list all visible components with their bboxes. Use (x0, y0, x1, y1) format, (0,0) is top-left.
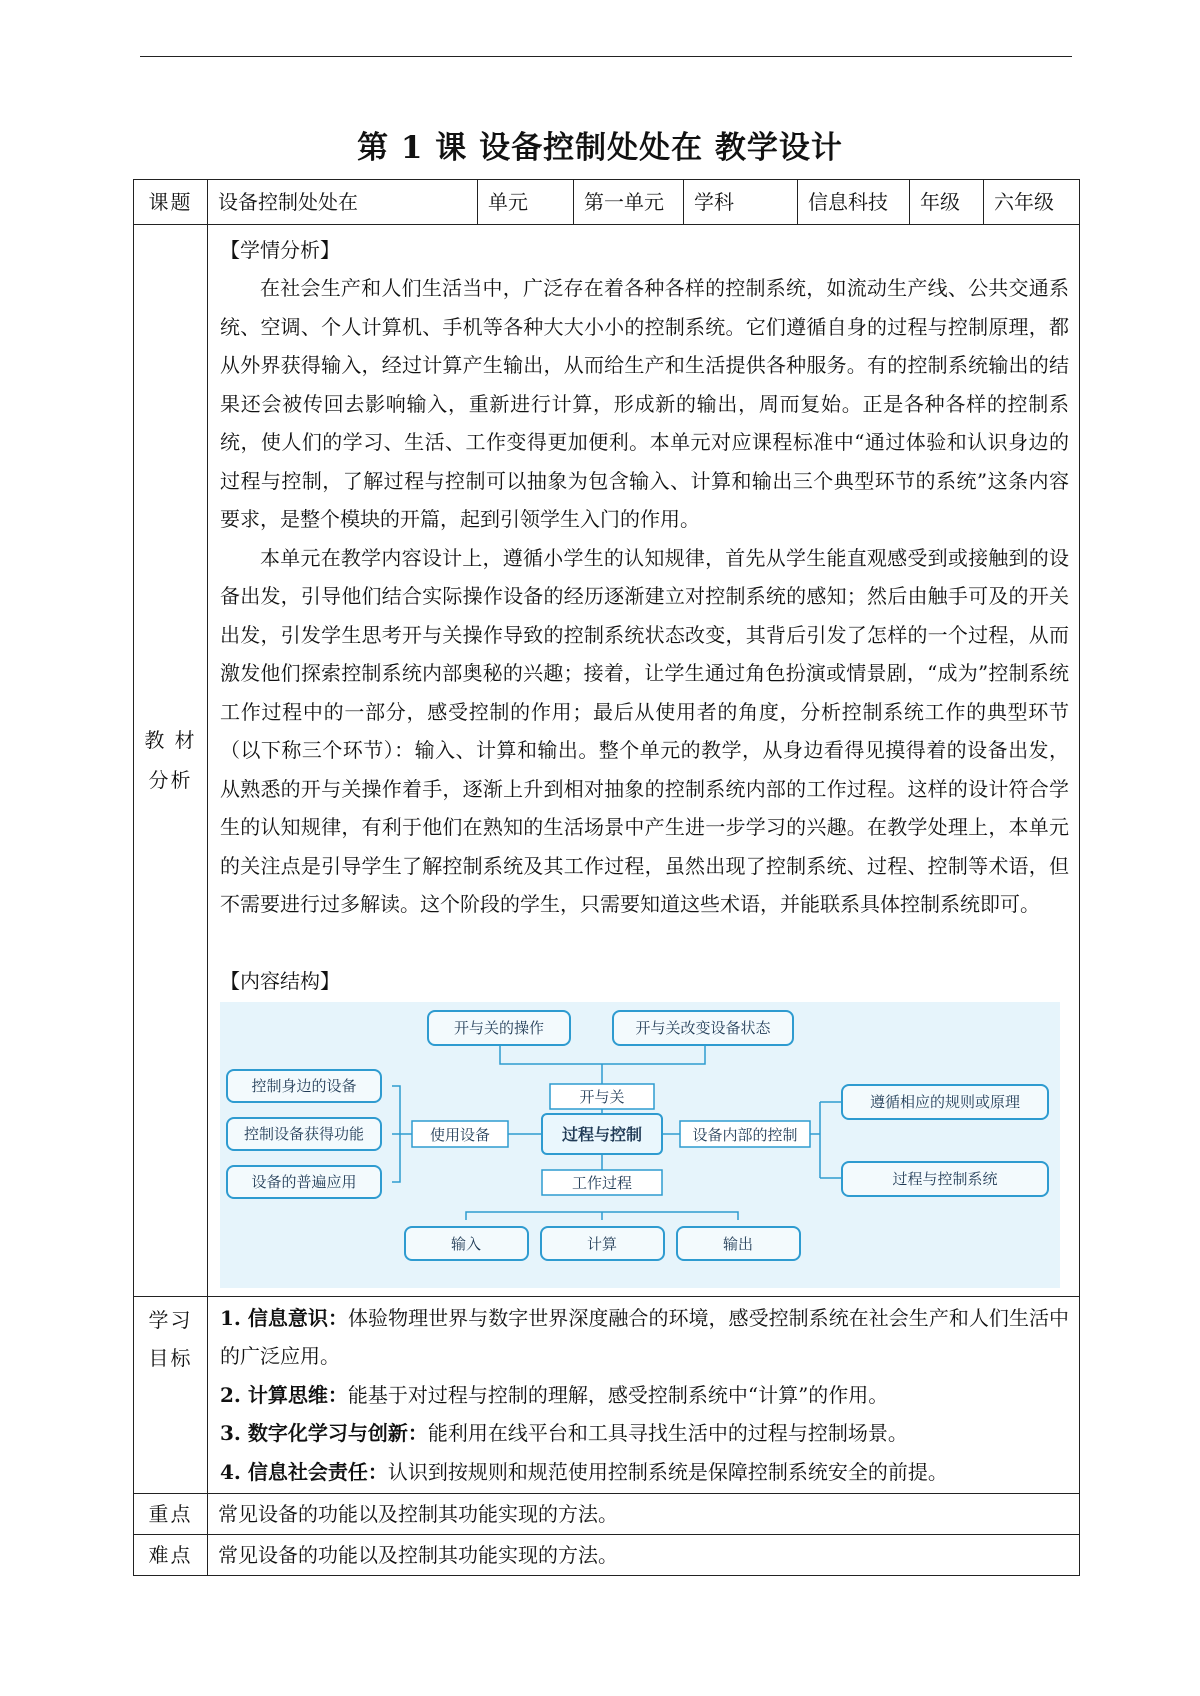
document-title: 第 1 课 设备控制处处在 教学设计 (357, 130, 843, 166)
goal-item: 4. 信息社会责任：认识到按规则和规范使用控制系统是保障控制系统安全的前提。 (220, 1459, 948, 1484)
node-compute (541, 1227, 664, 1260)
key-point-text: 常见设备的功能以及控制其功能实现的方法。 (208, 1494, 1080, 1535)
svg-text:遵循相应的规则或原理: 遵循相应的规则或原理 (869, 1092, 1021, 1111)
node-use (412, 1121, 508, 1147)
difficulty-label: 难点 (134, 1535, 208, 1576)
node-inner (680, 1121, 810, 1147)
grade-label: 年级 (910, 180, 984, 225)
topic-value: 设备控制处处在 (208, 180, 478, 225)
content-structure-diagram (220, 1002, 1060, 1288)
goal-item: 2. 计算思维：能基于对过程与控制的理解，感受控制系统中“计算”的作用。 (220, 1382, 889, 1407)
node-inner2 (842, 1162, 1048, 1196)
svg-text:设备的普遍应用: 设备的普遍应用 (251, 1172, 357, 1191)
node-use1 (227, 1070, 381, 1102)
svg-text:过程与控制: 过程与控制 (561, 1124, 643, 1144)
learning-goals-label: 学习 目标 (134, 1296, 208, 1494)
node-op2 (613, 1011, 793, 1045)
unit-label: 单元 (478, 180, 574, 225)
header-row (134, 180, 1080, 225)
learning-analysis-heading: 【学情分析】 (220, 238, 340, 262)
svg-text:控制设备获得功能: 控制设备获得功能 (243, 1124, 365, 1143)
svg-text:开与关: 开与关 (579, 1087, 625, 1106)
difficulty-row (134, 1535, 1080, 1576)
node-output (677, 1227, 800, 1260)
node-input (405, 1227, 528, 1260)
learning-analysis-paragraph: 在社会生产和人们生活当中，广泛存在着各种各样的控制系统，如流动生产线、公共交通系统、空调、个人计算机、手机等各种大大小小的控制系统。它们遵循自身的过程与控制原理，都从外界获得输入，经过计算产生输出，从而给生产和生活提供各种服务。有的控制系统输出的结果还会被传回去影响输入，重新进行计算，形成新的输出，周而复始。正是各种各样的控制系统，使人们的学习、生活、工作变得更加便利。本单元对应课程标准中“通过体验和认识身边的过程与控制，了解过程与控制可以抽象为包含输入、计算和输出三个典型环节的系统”这条内容要求，是整个模块的开篇，起到引领学生入门的作用。 (220, 276, 1069, 531)
svg-text:过程与控制系统: 过程与控制系统 (892, 1169, 998, 1188)
learning-goals-row (134, 1296, 1080, 1494)
node-use3 (227, 1166, 381, 1198)
svg-text:设备内部的控制: 设备内部的控制 (692, 1125, 798, 1144)
material-analysis-label: 教 材 分析 (134, 225, 208, 1297)
key-point-label: 重点 (134, 1494, 208, 1535)
goal-item: 1. 信息意识：体验物理世界与数字世界深度融合的环境，感受控制系统在社会生产和人们生活中的广泛应用。 (220, 1305, 1070, 1368)
unit-value: 第一单元 (574, 180, 684, 225)
difficulty-text: 常见设备的功能以及控制其功能实现的方法。 (208, 1535, 1080, 1576)
header-rule (140, 56, 1072, 57)
key-point-row (134, 1494, 1080, 1535)
grade-value: 六年级 (984, 180, 1080, 225)
svg-text:计算: 计算 (586, 1234, 618, 1253)
content-structure-heading: 【内容结构】 (220, 968, 340, 993)
svg-text:工作过程: 工作过程 (571, 1173, 633, 1192)
svg-text:控制身边的设备: 控制身边的设备 (251, 1076, 357, 1095)
node-use2 (227, 1118, 381, 1150)
node-inner1 (842, 1085, 1048, 1119)
svg-text:开与关的操作: 开与关的操作 (453, 1018, 545, 1037)
svg-text:使用设备: 使用设备 (429, 1125, 491, 1144)
material-analysis-row (134, 225, 1080, 1297)
learning-goals-content (208, 1296, 1080, 1494)
node-center (542, 1114, 662, 1154)
node-switch (550, 1084, 654, 1109)
node-process (542, 1170, 662, 1195)
subject-label: 学科 (684, 180, 798, 225)
node-op1 (428, 1011, 570, 1045)
svg-text:输入: 输入 (450, 1234, 482, 1253)
svg-text:开与关改变设备状态: 开与关改变设备状态 (635, 1018, 771, 1037)
teaching-design-paragraph: 本单元在教学内容设计上，遵循小学生的认知规律，首先从学生能直观感受到或接触到的设备出发，引导他们结合实际操作设备的经历逐渐建立对控制系统的感知；然后由触手可及的开关出发，引发学生思考开与关操作导致的控制系统状态改变，其背后引发了怎样的一个过程，从而激发他们探索控制系统内部奥秘的兴趣；接着，让学生通过角色扮演或情景剧，“成为”控制系统工作过程中的一部分，感受控制的作用；最后从使用者的角度，分析控制系统工作的典型环节（以下称三个环节）：输入、计算和输出。整个单元的教学，从身边看得见摸得着的设备出发，从熟悉的开与关操作着手，逐渐上升到相对抽象的控制系统内部的工作过程。这样的设计符合学生的认知规律，有利于他们在熟知的生活场景中产生进一步学习的兴趣。在教学处理上，本单元的关注点是引导学生了解控制系统及其工作过程，虽然出现了控制系统、过程、控制等术语，但不需要进行过多解读。这个阶段的学生，只需要知道这些术语，并能联系具体控制系统即可。 (220, 545, 1069, 916)
topic-label: 课题 (134, 180, 208, 225)
material-analysis-content (208, 225, 1080, 1297)
lesson-table (133, 179, 1080, 1576)
goal-item: 3. 数字化学习与创新：能利用在线平台和工具寻找生活中的过程与控制场景。 (220, 1421, 908, 1445)
svg-text:输出: 输出 (722, 1234, 754, 1253)
subject-value: 信息科技 (798, 180, 910, 225)
